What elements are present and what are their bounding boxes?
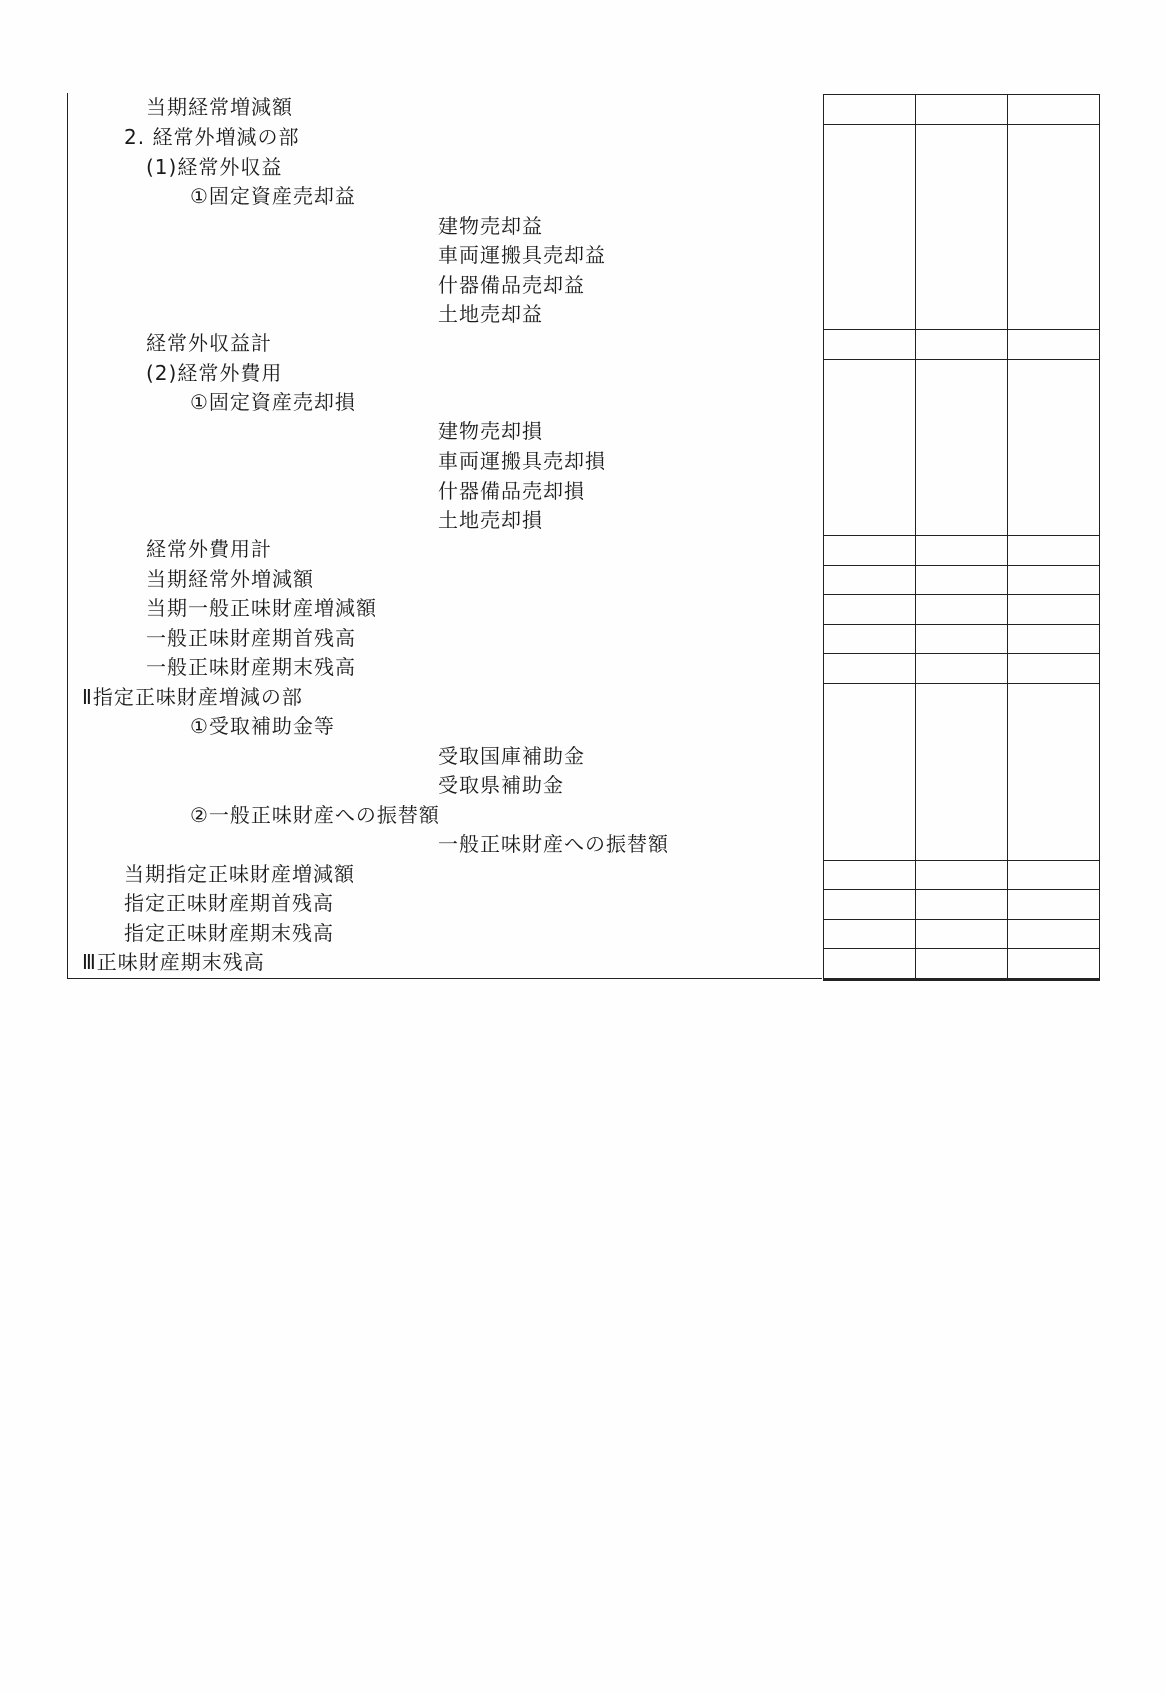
amount-cell [823, 889, 916, 920]
amount-cell [915, 124, 1008, 330]
amount-cell [1007, 535, 1100, 566]
amount-cell [915, 624, 1008, 654]
amount-cell [823, 653, 916, 684]
row-label: 2. 経常外増減の部 [124, 125, 300, 149]
row-label: 一般正味財産期首残高 [146, 626, 356, 650]
amount-cell [915, 535, 1008, 566]
row-label: (2)経常外費用 [146, 361, 283, 385]
amount-cell [1007, 860, 1100, 890]
row-label: 受取国庫補助金 [438, 744, 585, 768]
amount-cell [1007, 124, 1100, 330]
amount-cell [1007, 594, 1100, 625]
amount-cell [1007, 565, 1100, 595]
amount-cell [1007, 653, 1100, 684]
amount-cell [823, 329, 916, 360]
amount-cell [1007, 329, 1100, 360]
amount-cell [915, 948, 1008, 979]
row-label: 受取県補助金 [438, 773, 564, 797]
row-label: 土地売却益 [438, 302, 543, 326]
amount-cell [915, 683, 1008, 861]
amount-cell [915, 94, 1008, 125]
amount-cell [1007, 359, 1100, 536]
amount-cell [1007, 948, 1100, 979]
row-label: 車両運搬具売却損 [438, 449, 606, 473]
amount-cell [915, 329, 1008, 360]
row-label: ②一般正味財産への振替額 [190, 803, 440, 827]
left-border [67, 93, 68, 979]
row-label: (1)経常外収益 [146, 155, 283, 179]
row-label: ①固定資産売却益 [190, 184, 356, 208]
row-label: 当期指定正味財産増減額 [124, 862, 355, 886]
amount-cell [915, 359, 1008, 536]
bottom-border [67, 978, 822, 979]
row-label: ①受取補助金等 [190, 714, 335, 738]
amount-cell [823, 359, 916, 536]
row-label: 什器備品売却損 [438, 479, 585, 503]
amount-cell [1007, 624, 1100, 654]
row-label: 経常外費用計 [146, 537, 272, 561]
amount-cell [823, 919, 916, 949]
amount-cell [823, 860, 916, 890]
amount-cell [1007, 889, 1100, 920]
amount-cell [823, 535, 916, 566]
amount-cell [915, 653, 1008, 684]
row-label: 当期経常外増減額 [146, 567, 314, 591]
row-label: Ⅲ正味財産期末残高 [82, 950, 265, 974]
row-label: 当期経常増減額 [146, 95, 293, 119]
row-label: 一般正味財産期末残高 [146, 655, 356, 679]
row-label: 建物売却損 [438, 419, 543, 443]
row-label: 指定正味財産期首残高 [124, 891, 334, 915]
amount-cell [915, 889, 1008, 920]
amount-cell [915, 919, 1008, 949]
amount-cell [823, 124, 916, 330]
amount-cell [1007, 919, 1100, 949]
amount-cell [1007, 683, 1100, 861]
amount-cell [823, 948, 916, 979]
amount-cell [915, 860, 1008, 890]
row-label: 什器備品売却益 [438, 273, 585, 297]
row-label: 土地売却損 [438, 508, 543, 532]
row-label: 指定正味財産期末残高 [124, 921, 334, 945]
row-label: 経常外収益計 [146, 331, 272, 355]
row-label: 建物売却益 [438, 214, 543, 238]
row-label: 一般正味財産への振替額 [438, 832, 669, 856]
amount-cell [823, 624, 916, 654]
row-label: Ⅱ指定正味財産増減の部 [82, 685, 303, 709]
row-label: 当期一般正味財産増減額 [146, 596, 377, 620]
row-label: ①固定資産売却損 [190, 390, 356, 414]
amount-cell [823, 683, 916, 861]
amount-cell [823, 594, 916, 625]
amount-cell [823, 565, 916, 595]
total-underline [823, 979, 1100, 981]
amount-cell [823, 94, 916, 125]
row-label: 車両運搬具売却益 [438, 243, 606, 267]
amount-cell [915, 565, 1008, 595]
amount-cell [1007, 94, 1100, 125]
amount-cell [915, 594, 1008, 625]
